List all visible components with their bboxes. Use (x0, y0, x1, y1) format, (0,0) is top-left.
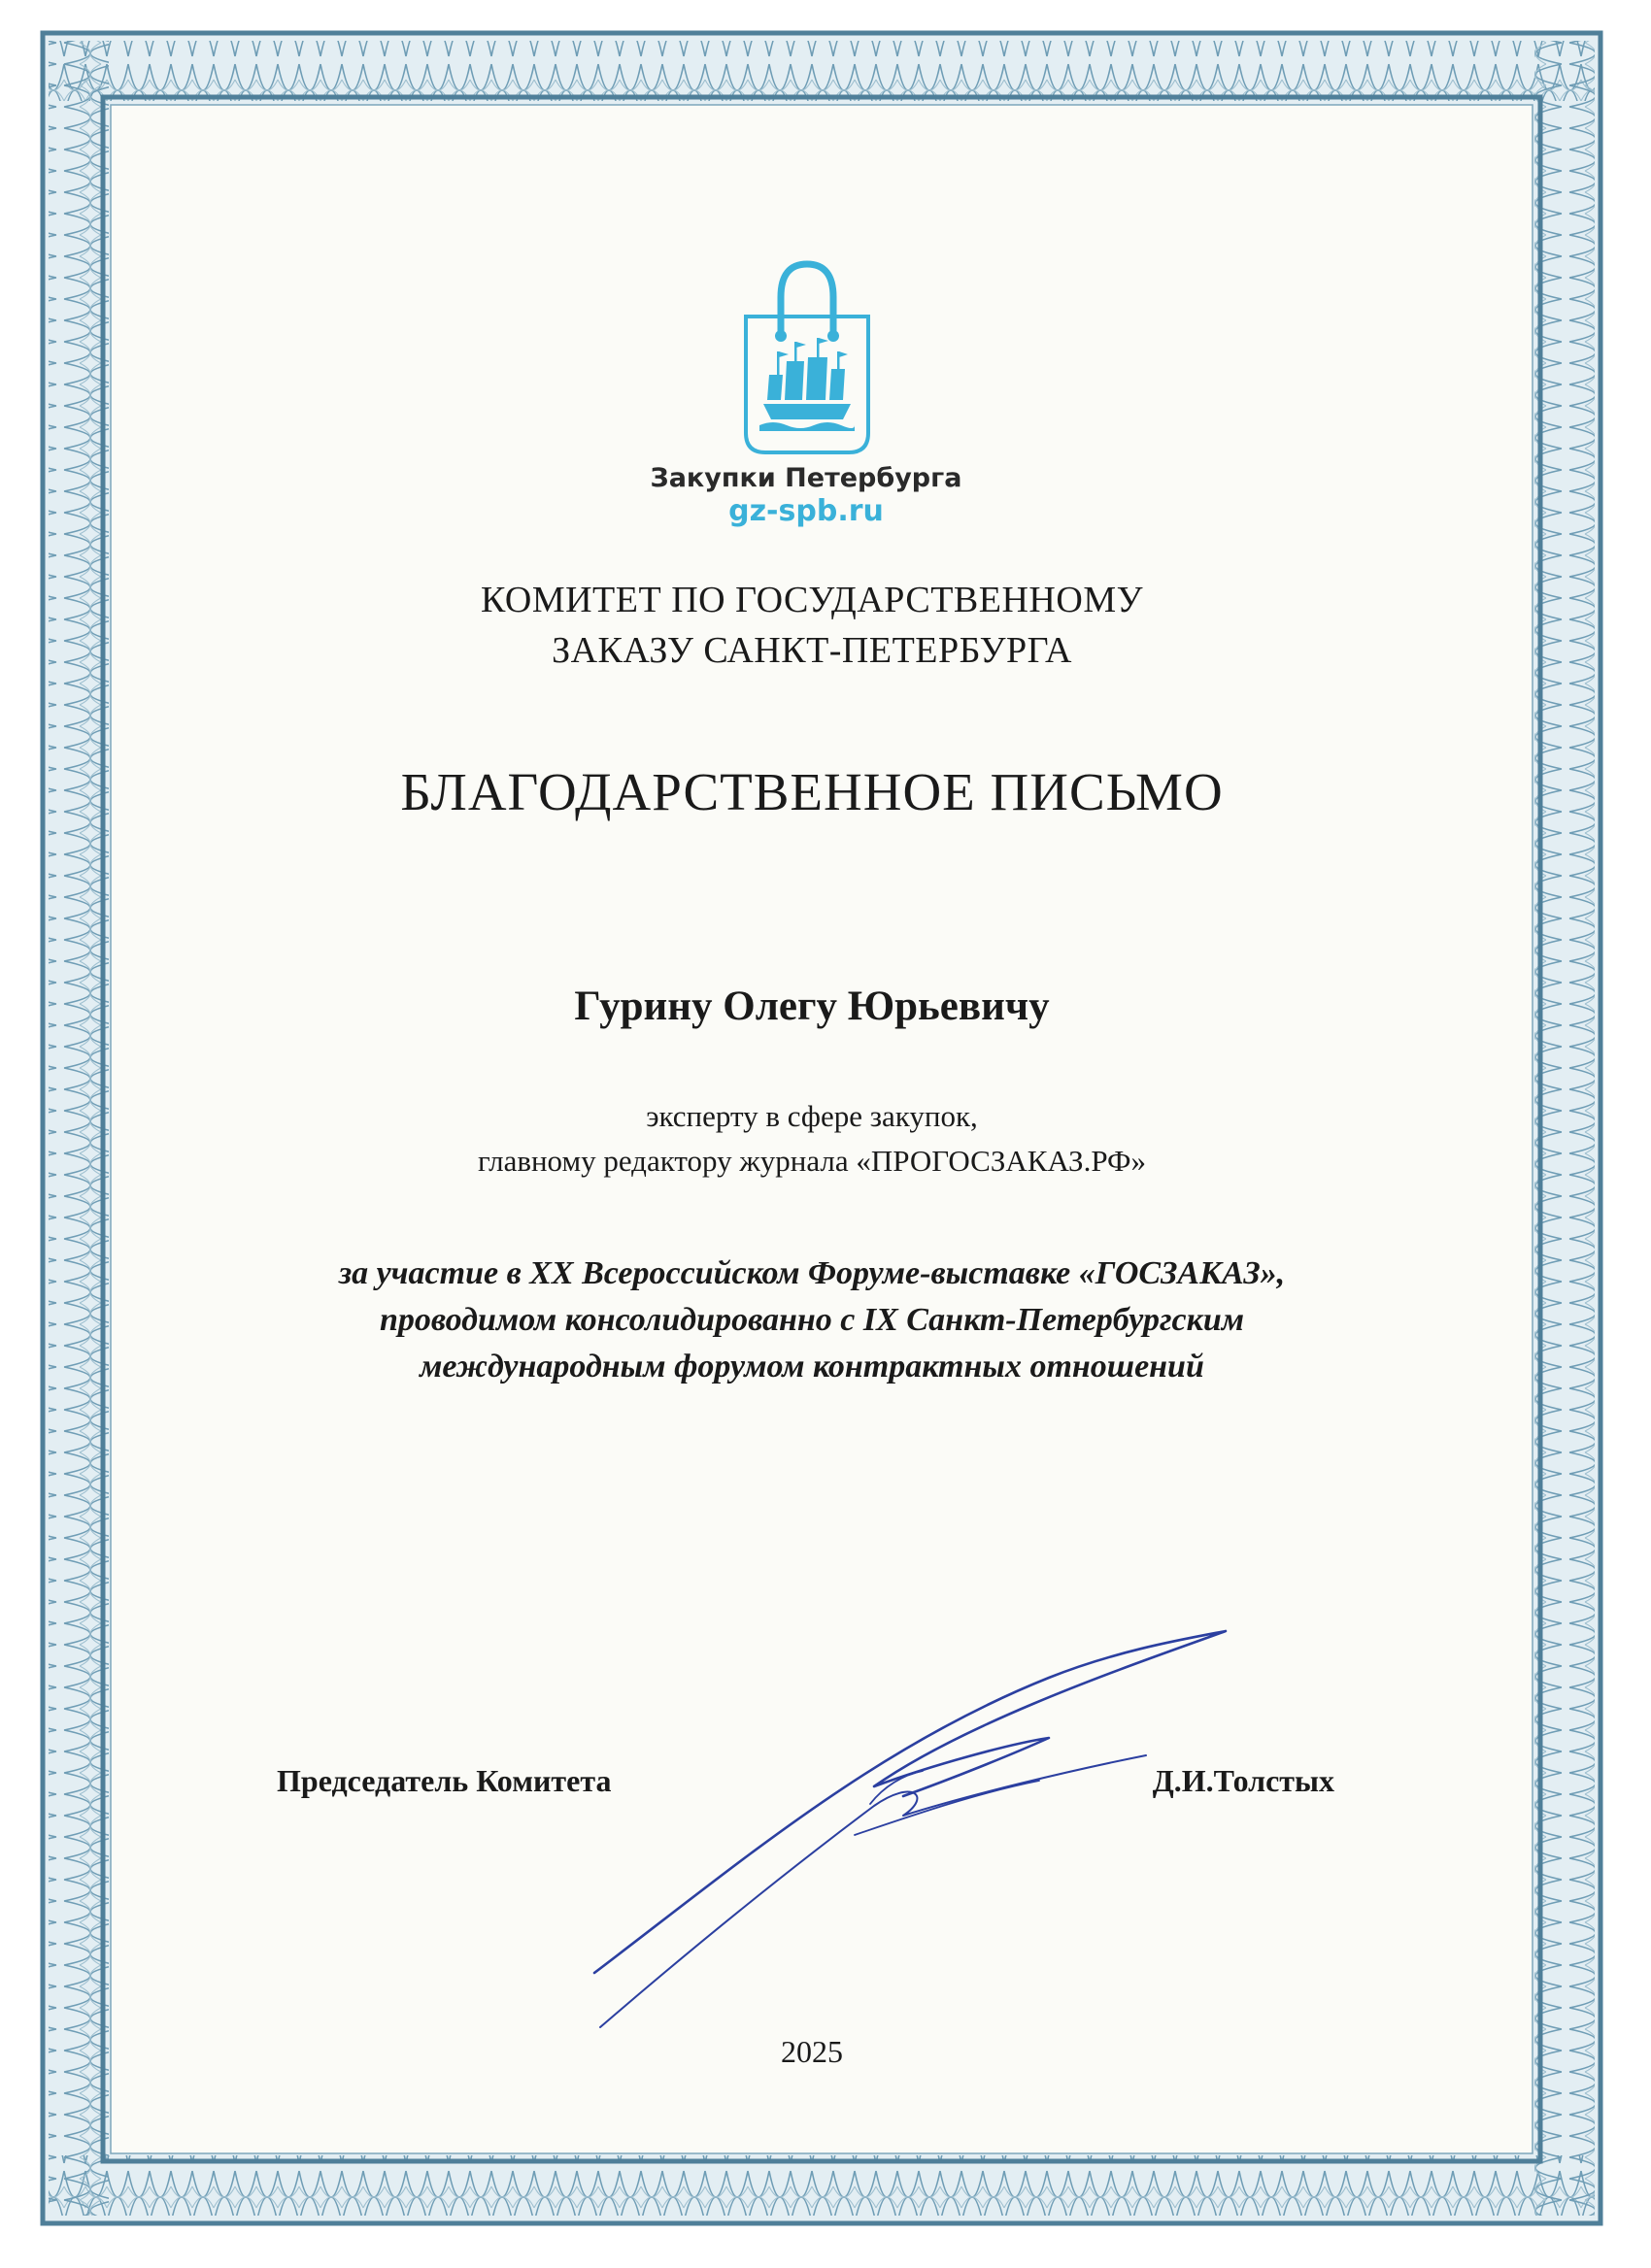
award-reason-line-3: международным форумом контрактных отношений (420, 1349, 1204, 1384)
award-reason-line-1: за участие в XX Всероссийском Форуме-выставке «ГОСЗАКАЗ», (338, 1255, 1286, 1291)
logo-brand-name: Закупки Петербурга (650, 463, 962, 493)
issuer-line-1: КОМИТЕТ ПО ГОСУДАРСТВЕННОМУ (480, 580, 1144, 620)
signatory-name: Д.И.Толстых (1152, 1763, 1334, 1798)
document-title: БЛАГОДАРСТВЕННОЕ ПИСЬМО (400, 762, 1224, 821)
issuer-line-2: ЗАКАЗУ САНКТ-ПЕТЕРБУРГА (552, 630, 1072, 671)
recipient-role-line-1: эксперту в сфере закупок, (646, 1099, 978, 1133)
logo-url: gz-spb.ru (728, 494, 884, 528)
issue-year: 2025 (781, 2034, 843, 2069)
award-reason-line-2: проводимом консолидированно с IX Санкт-Петербургским (379, 1302, 1245, 1338)
signatory-title: Председатель Комитета (277, 1763, 612, 1798)
recipient-name: Гурину Олегу Юрьевичу (574, 984, 1050, 1029)
recipient-role-line-2: главному редактору журнала «ПРОГОСЗАКАЗ.РФ» (477, 1144, 1147, 1178)
